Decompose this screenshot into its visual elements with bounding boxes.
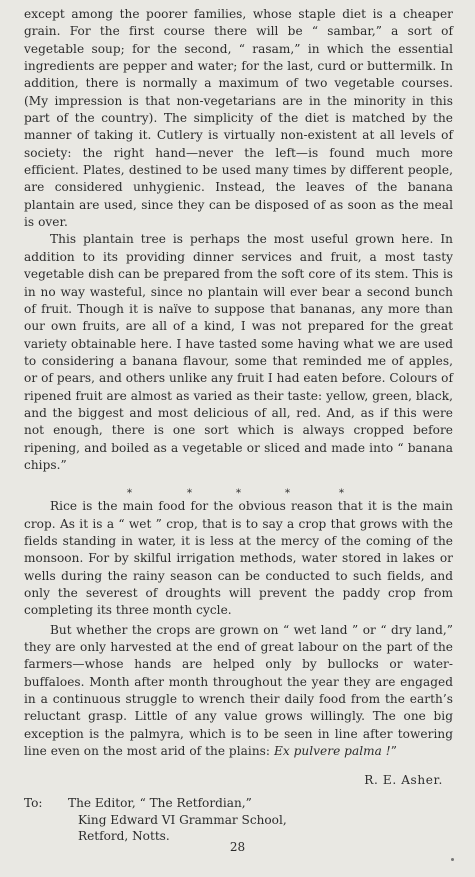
address-to-label: To: bbox=[24, 796, 43, 811]
address-line: Retford, Notts. bbox=[78, 828, 170, 843]
editor-address bbox=[24, 795, 453, 844]
paragraph-plantain: This plantain tree is perhaps the most useful grown here. In addition to its providing dinner services and fruit, a most tasty vegetable dish can be prepared from the soft core of its stem. This is in no way wasteful, since no plantain will ever bear a second bunch of fruit. Though it is naïve to suppose that bananas, any more than our own fruits, are all of a kind, I was not prepared for the great variety obtainable here. I have tasted some having what we are used to considering a banana flavour, some that reminded me of apples, or of pears, and others unlike any fruit I had eaten before. Colours of ripened fruit are almost as varied as their taste: yellow, green, black, and the biggest and most delicious of all, red. And, as if this were not enough, there is one sort which is always cropped before ripening, and boiled as a vegetable or sliced and made into “ banana chips.” bbox=[24, 232, 453, 472]
page-number: 28 bbox=[229, 840, 246, 854]
asterisk: * bbox=[285, 488, 290, 500]
paragraph-diet: except among the poorer families, whose staple diet is a cheaper grain. For the first course there will be “ sambar,” a sort of vegetable soup; for the second, “ rasam,” in which the essential ingredients are pepper and water; for the last, curd or buttermilk. In addition, there is normally a maximum of two vegetable courses. (My impression is that non-vegetarians are in the minority in this part of the country). The simplicity of the diet is matched by the manner of taking it. Cutlery is virtually non-existent at all levels of society: the right hand—never the left—is found much more efficient. Plates, destined to be used many times by different people, are considered unhygienic. Instead, the leaves of the banana plantain are used, since they can be disposed of as soon as the meal is over. bbox=[24, 7, 453, 230]
asterisk: * bbox=[187, 488, 192, 500]
author-signature: R. E. Asher. bbox=[364, 773, 443, 788]
paper-speck bbox=[451, 858, 454, 861]
section-divider-asterisks bbox=[24, 490, 453, 498]
paragraph-harvest-text: But whether the crops are grown on “ wet land ” or “ dry land,” they are only harvested at the end of great labour on the part of the farmers—whose hands are helped only by bullocks or water-buffaloes. Month after month throughout the year they are engaged in a continuous struggle to wrench their daily food from the earth’s reluctant grasp. Little of any value grows willingly. The one big exception is the palmyra, which is to be seen in line after towering line even on the most arid of the plains: bbox=[24, 622, 453, 759]
paragraph-rice: Rice is the main food for the obvious reason that it is the main crop. As it is a “ wet ” crop, that is to say a crop that grows with the fields standing in water, it is less at the mercy of the coming of the monsoon. For by skilful irrigation methods, water stored in lakes or wells during the rainy season can be conducted to such fields, and only the severest of droughts will prevent the paddy crop from completing its three month cycle. bbox=[24, 499, 453, 618]
asterisk: * bbox=[127, 488, 132, 500]
address-line: King Edward VI Grammar School, bbox=[78, 812, 287, 827]
latin-quote-close: ” bbox=[390, 744, 397, 759]
asterisk: * bbox=[236, 488, 241, 500]
paragraph-harvest bbox=[24, 622, 453, 761]
address-line: The Editor, “ The Retfordian,” bbox=[68, 796, 252, 811]
asterisk: * bbox=[339, 488, 344, 500]
latin-quote: Ex pulvere palma ! bbox=[273, 744, 391, 759]
